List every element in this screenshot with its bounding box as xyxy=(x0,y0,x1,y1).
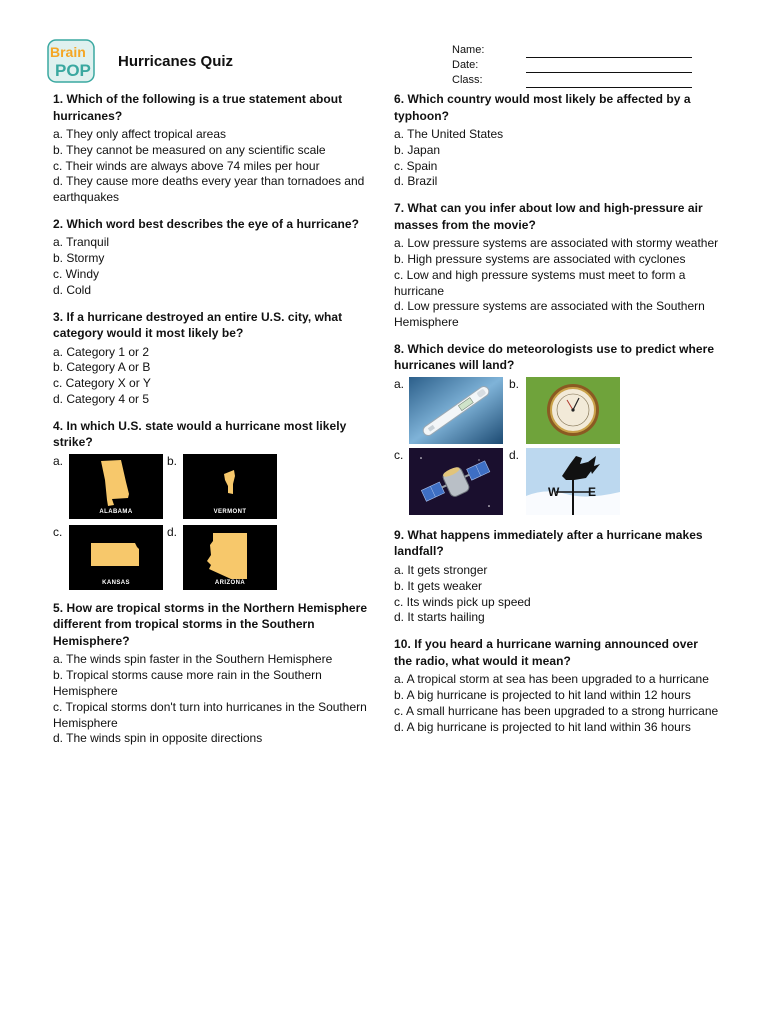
date-field[interactable] xyxy=(526,61,692,73)
question-text: 8. Which device do meteorologists use to predict where hurricanes will land? xyxy=(394,341,715,373)
alabama-map-option[interactable] xyxy=(69,454,163,519)
answer-option[interactable]: d. Cold xyxy=(53,282,92,297)
answer-option[interactable]: c. Spain xyxy=(394,158,438,173)
answer-option[interactable]: b. Tropical storms cause more rain in the Southern Hemisphere xyxy=(53,668,322,698)
question-text: 10. If you heard a hurricane warning announced over the radio, what would it mean? xyxy=(394,637,698,668)
answer-option[interactable]: a. A tropical storm at sea has been upgraded to a hurricane xyxy=(394,672,709,687)
page-title: Hurricanes Quiz xyxy=(118,53,234,70)
question-text: 6. Which country would most likely be affected by a typhoon? xyxy=(394,92,691,123)
svg-text:E: E xyxy=(588,484,597,499)
svg-text:Brain: Brain xyxy=(50,44,86,60)
date-label: Date: xyxy=(452,59,479,71)
question-1 xyxy=(53,91,378,206)
answer-option[interactable]: a. The winds spin faster in the Southern Hemisphere xyxy=(53,652,333,667)
question-text: 3. If a hurricane destroyed an entire U.S. city, what category would it most likely be? xyxy=(53,309,343,341)
option-letter: a. xyxy=(53,453,64,468)
answer-option[interactable]: a. The United States xyxy=(394,127,504,141)
svg-text:POP: POP xyxy=(55,61,91,80)
answer-option[interactable]: b. It gets weaker xyxy=(394,578,483,593)
answer-option[interactable]: d. The winds spin in opposite directions xyxy=(53,731,263,746)
answer-option[interactable]: d. A big hurricane is projected to hit land within 36 hours xyxy=(394,719,691,734)
weather-vane-icon xyxy=(526,448,620,515)
option-letter: c. xyxy=(53,524,63,539)
answer-option[interactable]: b. A big hurricane is projected to hit land within 12 hours xyxy=(394,687,691,702)
question-2 xyxy=(53,216,378,299)
option-letter: b. xyxy=(167,453,178,468)
option-letter: d. xyxy=(509,447,520,462)
question-text: 1. Which of the following is a true statement about hurricanes? xyxy=(53,92,343,123)
vermont-map-option[interactable] xyxy=(183,454,277,519)
answer-option[interactable]: c. A small hurricane has been upgraded to a strong hurricane xyxy=(394,703,719,718)
name-field[interactable] xyxy=(526,46,692,58)
kansas-map-option[interactable] xyxy=(69,525,163,590)
question-9 xyxy=(394,527,719,626)
state-options xyxy=(53,454,378,590)
device-options xyxy=(394,377,719,515)
state-name: VERMONT xyxy=(213,508,247,515)
question-10 xyxy=(394,636,719,735)
answer-option[interactable]: a. It gets stronger xyxy=(394,562,488,577)
answer-option[interactable]: b. Stormy xyxy=(53,251,105,266)
question-3 xyxy=(53,309,378,408)
student-info xyxy=(452,43,692,88)
class-field[interactable] xyxy=(526,76,692,88)
answer-option[interactable]: a. Tranquil xyxy=(53,235,110,250)
answer-option[interactable]: d. It starts hailing xyxy=(394,610,485,625)
satellite-icon xyxy=(409,448,503,515)
question-8 xyxy=(394,341,719,515)
option-letter: c. xyxy=(394,447,404,462)
question-7 xyxy=(394,200,719,331)
thermometer-option[interactable] xyxy=(409,377,503,444)
answer-option[interactable]: a. Category 1 or 2 xyxy=(53,344,150,359)
answer-option[interactable]: b. Category A or B xyxy=(53,360,151,375)
question-text: 9. What happens immediately after a hurricane makes landfall? xyxy=(394,527,703,559)
state-name: KANSAS xyxy=(102,579,130,586)
right-column xyxy=(394,91,719,745)
thermometer-icon xyxy=(409,377,503,444)
answer-option[interactable]: c. Its winds pick up speed xyxy=(394,594,531,609)
question-6 xyxy=(394,91,719,190)
option-letter: a. xyxy=(394,376,405,391)
answer-option[interactable]: b. They cannot be measured on any scientific scale xyxy=(53,142,326,157)
brainpop-logo xyxy=(46,38,98,84)
barometer-option[interactable] xyxy=(526,377,620,444)
answer-option[interactable]: b. Japan xyxy=(394,142,441,157)
question-text: 4. In which U.S. state would a hurricane most likely strike? xyxy=(53,418,347,450)
answer-option[interactable]: d. Category 4 or 5 xyxy=(53,392,150,407)
question-4 xyxy=(53,418,378,590)
question-text: 5. How are tropical storms in the Northern Hemisphere different from tropical storms in the Southern Hemisphere? xyxy=(53,600,368,648)
state-name: ALABAMA xyxy=(99,508,133,515)
answer-option[interactable]: d. Low pressure systems are associated with the Southern Hemisphere xyxy=(394,299,705,330)
answer-option[interactable]: c. Their winds are always above 74 miles per hour xyxy=(53,158,320,173)
barometer-icon xyxy=(526,377,620,444)
answer-option[interactable]: c. Low and high pressure systems must meet to form a hurricane xyxy=(394,267,686,298)
state-name: ARIZONA xyxy=(214,579,246,586)
answer-option[interactable]: b. High pressure systems are associated with cyclones xyxy=(394,251,686,266)
answer-option[interactable]: a. Low pressure systems are associated with stormy weather xyxy=(394,236,719,251)
answer-option[interactable]: c. Category X or Y xyxy=(53,376,151,391)
answer-option[interactable]: c. Tropical storms don't turn into hurricanes in the Southern Hemisphere xyxy=(53,699,367,730)
weather-vane-option[interactable] xyxy=(526,448,620,515)
svg-text:W: W xyxy=(548,484,560,499)
option-letter: b. xyxy=(509,376,520,391)
question-text: 2. Which word best describes the eye of a hurricane? xyxy=(53,216,360,231)
question-text: 7. What can you infer about low and high-pressure air masses from the movie? xyxy=(394,201,703,232)
question-5 xyxy=(53,600,378,747)
answer-option[interactable]: c. Windy xyxy=(53,267,100,282)
name-label: Name: xyxy=(452,44,485,56)
option-letter: d. xyxy=(167,524,178,539)
answer-option[interactable]: a. They only affect tropical areas xyxy=(53,127,226,141)
arizona-map-option[interactable] xyxy=(183,525,277,590)
answer-option[interactable]: d. Brazil xyxy=(394,174,438,189)
satellite-option[interactable] xyxy=(409,448,503,515)
answer-option[interactable]: d. They cause more deaths every year than tornadoes and earthquakes xyxy=(53,174,365,205)
class-label: Class: xyxy=(452,74,483,86)
left-column xyxy=(53,91,378,757)
